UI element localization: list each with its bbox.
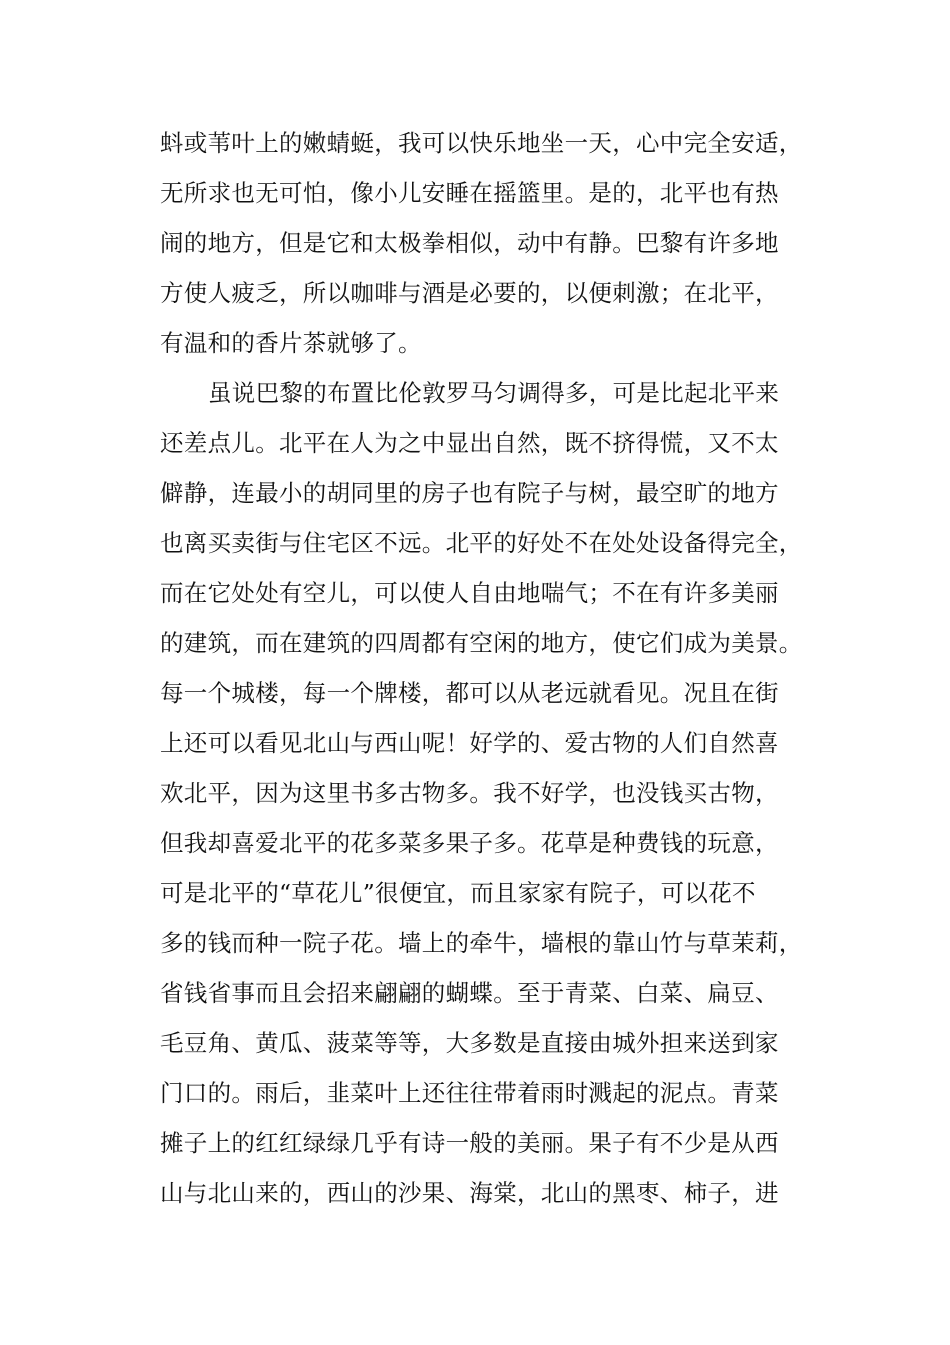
text-line: 多的钱而种一院子花。墙上的牵牛，墙根的靠山竹与草茉莉， <box>160 929 803 957</box>
text-line: 但我却喜爱北平的花多菜多果子多。花草是种费钱的玩意， <box>160 829 779 857</box>
text-line: 方使人疲乏，所以咖啡与酒是必要的，以便刺激；在北平， <box>160 279 779 307</box>
text-line: 每一个城楼，每一个牌楼，都可以从老远就看见。况且在街 <box>160 679 779 707</box>
text-line: 闹的地方，但是它和太极拳相似，动中有静。巴黎有许多地 <box>160 229 779 257</box>
text-line: 僻静，连最小的胡同里的房子也有院子与树，最空旷的地方 <box>160 479 779 507</box>
text-line: 而在它处处有空儿，可以使人自由地喘气；不在有许多美丽 <box>160 579 779 607</box>
text-line: 可是北平的“草花儿”很便宜，而且家家有院子，可以花不 <box>160 879 756 907</box>
text-line: 上还可以看见北山与西山呢！好学的、爱古物的人们自然喜 <box>160 729 779 757</box>
text-line: 蚪或苇叶上的嫩蜻蜓，我可以快乐地坐一天，心中完全安适， <box>160 129 803 157</box>
text-line: 也离买卖街与住宅区不远。北平的好处不在处处设备得完全， <box>160 529 803 557</box>
paragraph-first-line: 虽说巴黎的布置比伦敦罗马匀调得多，可是比起北平来 <box>208 379 780 407</box>
text-line: 省钱省事而且会招来翩翩的蝴蝶。至于青菜、白菜、扁豆、 <box>160 979 779 1007</box>
text-line: 无所求也无可怕，像小儿安睡在摇篮里。是的，北平也有热 <box>160 179 779 207</box>
text-line: 还差点儿。北平在人为之中显出自然，既不挤得慌，又不太 <box>160 429 779 457</box>
text-line: 的建筑，而在建筑的四周都有空闲的地方，使它们成为美景。 <box>160 629 803 657</box>
text-line: 门口的。雨后，韭菜叶上还往往带着雨时溅起的泥点。青菜 <box>160 1079 779 1107</box>
text-line: 山与北山来的，西山的沙果、海棠，北山的黑枣、柿子，进 <box>160 1179 779 1207</box>
text-line: 有温和的香片茶就够了。 <box>160 329 422 357</box>
text-line: 欢北平，因为这里书多古物多。我不好学，也没钱买古物， <box>160 779 779 807</box>
text-line: 摊子上的红红绿绿几乎有诗一般的美丽。果子有不少是从西 <box>160 1129 779 1157</box>
text-line: 毛豆角、黄瓜、菠菜等等，大多数是直接由城外担来送到家 <box>160 1029 779 1057</box>
